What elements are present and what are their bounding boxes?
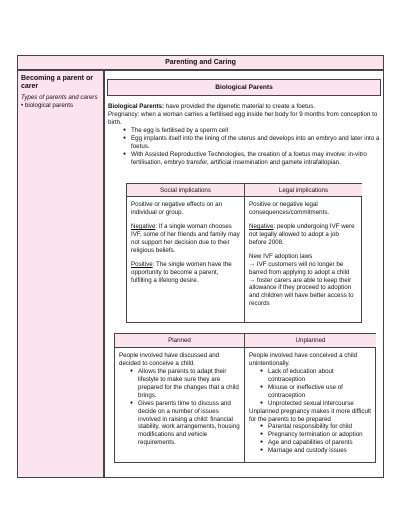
list-item: ● Pregnancy termination or adoption xyxy=(257,431,372,439)
unplanned-middle: Unplanned pregnancy makes it more difficult for the parents to be prepared xyxy=(249,407,371,423)
list-item: ● With Assisted Reproductive Technologies, the creation of a foetus may involve: in-vitro fertilisation, embryo transfer, artificial insemination and gamete intrafallopian. xyxy=(120,151,380,167)
page-title: Parenting and Caring xyxy=(165,59,236,66)
intro-block xyxy=(108,103,380,167)
legal-header: Legal implications xyxy=(278,187,329,194)
left-panel-title: Becoming a parent or carer xyxy=(21,75,93,91)
list-item: ● The egg is fertilised by a sperm cell xyxy=(120,127,380,135)
planned-intro: People involved have discussed and decided to conceive a child. xyxy=(119,352,220,367)
section-title: Biological Parents xyxy=(215,84,273,91)
implications-table xyxy=(126,183,362,323)
social-header-cell xyxy=(127,184,245,197)
list-item: ● Parental responsibility for child xyxy=(257,423,372,431)
legal-negative-text: : people undergoing IVF were not legally allowed to adopt a job before 2008. xyxy=(249,222,355,246)
legal-intro: Positive or negative legal consequences/commitments. xyxy=(249,201,330,216)
intro-definition xyxy=(108,103,380,111)
section-header xyxy=(107,79,381,96)
legal-arrow-1: → IVF customers will no longer be barred from applying to adopt a child xyxy=(249,260,350,276)
intro-bullets xyxy=(120,127,380,167)
left-panel-item: • biological parents xyxy=(21,101,74,109)
list-item: ● Unprotected sexual intercourse xyxy=(257,400,372,408)
social-negative-text: : If a single woman chooses IVF, some of her friends and family may not support her decision due to their religious beliefs. xyxy=(131,222,240,254)
legal-new-laws: New IVF adoption laws xyxy=(249,252,313,260)
planned-header: Planned xyxy=(168,337,191,344)
planned-header-cell xyxy=(115,334,245,348)
list-item: ● Allows the parents to adapt their lifestyle to make sure they are prepared for the changes that a child brings. xyxy=(127,368,240,400)
list-item: ● Lack of education about contraception xyxy=(257,368,372,384)
social-cell xyxy=(127,197,245,323)
legal-negative xyxy=(249,223,358,247)
planned-bullets xyxy=(127,368,240,447)
unplanned-header-cell xyxy=(245,334,376,348)
intro-pregnancy: Pregnancy: when a woman carries a fertilised egg inside her body for 9 months from conception to birth. xyxy=(108,110,378,126)
list-item: ● Misuse or ineffective use of contraception xyxy=(257,384,372,400)
legal-header-cell xyxy=(245,184,362,197)
social-negative xyxy=(131,223,240,255)
list-item: ● Egg implants itself into the lining of the uterus and develops into an embryo and later into a foetus. xyxy=(120,135,380,151)
legal-negative-label: Negative xyxy=(249,222,274,230)
unplanned-causes xyxy=(257,368,372,408)
pregnancy-table xyxy=(114,333,376,463)
social-positive-label: Positive xyxy=(131,260,153,268)
social-positive xyxy=(131,261,240,285)
list-item: ● Gives parents time to discuss and decide on a number of issues involved in raising a child: financial stability, work arrangements, housing modifications and vehicle requirements. xyxy=(127,400,240,448)
left-panel-subtitle: Types of parents and carers xyxy=(21,93,98,101)
social-negative-label: Negative xyxy=(131,222,156,230)
list-item: ● Marriage and custody issues xyxy=(257,447,372,455)
page-header xyxy=(17,55,384,70)
social-positive-text: : The single women have the opportunity to become a parent, fulfilling a lifelong desire. xyxy=(131,260,232,284)
unplanned-cell xyxy=(245,348,376,463)
planned-cell xyxy=(115,348,245,463)
unplanned-header: Unplanned xyxy=(295,337,326,344)
social-header: Social implications xyxy=(160,187,211,194)
intro-term: Biological Parents: xyxy=(108,103,165,110)
list-item: ● Age and capabilities of parents xyxy=(257,439,372,447)
legal-arrow-2: → foster carers are able to keep their allowance if they proceed to adoption and children will have better access to records xyxy=(249,276,354,308)
unplanned-issues xyxy=(257,423,372,455)
unplanned-intro: People involved have conceived a child unintentionally. xyxy=(249,352,358,367)
social-intro: Positive or negative effects on an individual or group. xyxy=(131,201,223,216)
legal-cell xyxy=(245,197,362,323)
left-panel xyxy=(17,70,104,478)
intro-definition-text: have provided the dgenetic material to create a foetus. xyxy=(164,103,316,110)
